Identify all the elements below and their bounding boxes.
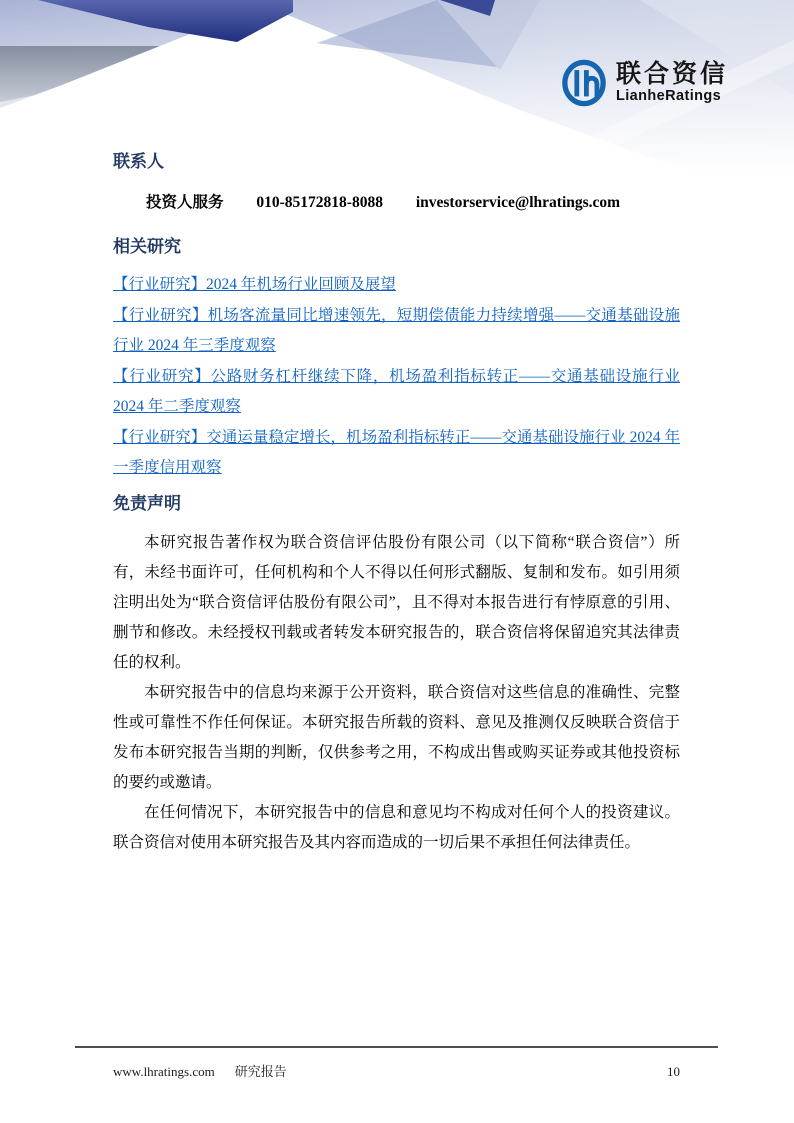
lianhe-logo-icon xyxy=(561,58,607,108)
brand-name-cn: 联合资信 xyxy=(616,60,729,88)
brand-logo xyxy=(561,58,728,108)
disclaimer-body xyxy=(113,528,680,858)
research-link-2[interactable]: 【行业研究】机场客流量同比增速领先，短期偿债能力持续增强——交通基础设施行业 2024 年三季度观察 xyxy=(113,306,680,354)
footer-report-label: 研究报告 xyxy=(234,1064,287,1079)
footer-divider xyxy=(75,1046,718,1048)
contact-phone: 010-85172818-8088 xyxy=(256,194,383,211)
contact-row xyxy=(146,191,680,215)
contacts-heading: 联系人 xyxy=(113,152,164,171)
related-research-heading: 相关研究 xyxy=(113,237,181,256)
main-content xyxy=(113,150,680,858)
brand-name-en: LianheRatings xyxy=(616,88,722,104)
contact-email: investorservice@lhratings.com xyxy=(415,194,621,211)
disclaimer-paragraph-3: 在任何情况下，本研究报告中的信息和意见均不构成对任何个人的投资建议。联合资信对使用本研究报告及其内容而造成的一切后果不承担任何法律责任。 xyxy=(113,803,680,851)
disclaimer-heading: 免责声明 xyxy=(113,493,181,513)
research-link-3[interactable]: 【行业研究】公路财务杠杆继续下降，机场盈利指标转正——交通基础设施行业 2024 年二季度观察 xyxy=(113,367,680,415)
footer-website: www.lhratings.com xyxy=(113,1064,215,1079)
research-link-1[interactable]: 【行业研究】2024 年机场行业回顾及展望 xyxy=(113,276,396,293)
page-footer xyxy=(75,1046,718,1080)
footer-page-number: 10 xyxy=(667,1064,680,1079)
disclaimer-paragraph-2: 本研究报告中的信息均来源于公开资料，联合资信对这些信息的准确性、完整性或可靠性不作任何保证。本研究报告所载的资料、意见及推测仅反映联合资信于发布本研究报告当期的判断，仅供参考之用，不构成出售或购买证券或其他投资标的要约或邀请。 xyxy=(113,683,680,791)
related-research-list xyxy=(113,270,680,484)
disclaimer-paragraph-1: 本研究报告著作权为联合资信评估股份有限公司（以下简称“联合资信”）所有，未经书面许可，任何机构和个人不得以任何形式翻版、复制和发布。如引用须注明出处为“联合资信评估股份有限公司”，且不得对本报告进行有悖原意的引用、删节和修改。未经授权刊载或者转发本研究报告的，联合资信将保留追究其法律责任的权利。 xyxy=(113,533,680,671)
research-link-4[interactable]: 【行业研究】交通运量稳定增长，机场盈利指标转正——交通基础设施行业 2024 年一季度信用观察 xyxy=(113,428,680,476)
contact-service-label: 投资人服务 xyxy=(146,194,224,211)
